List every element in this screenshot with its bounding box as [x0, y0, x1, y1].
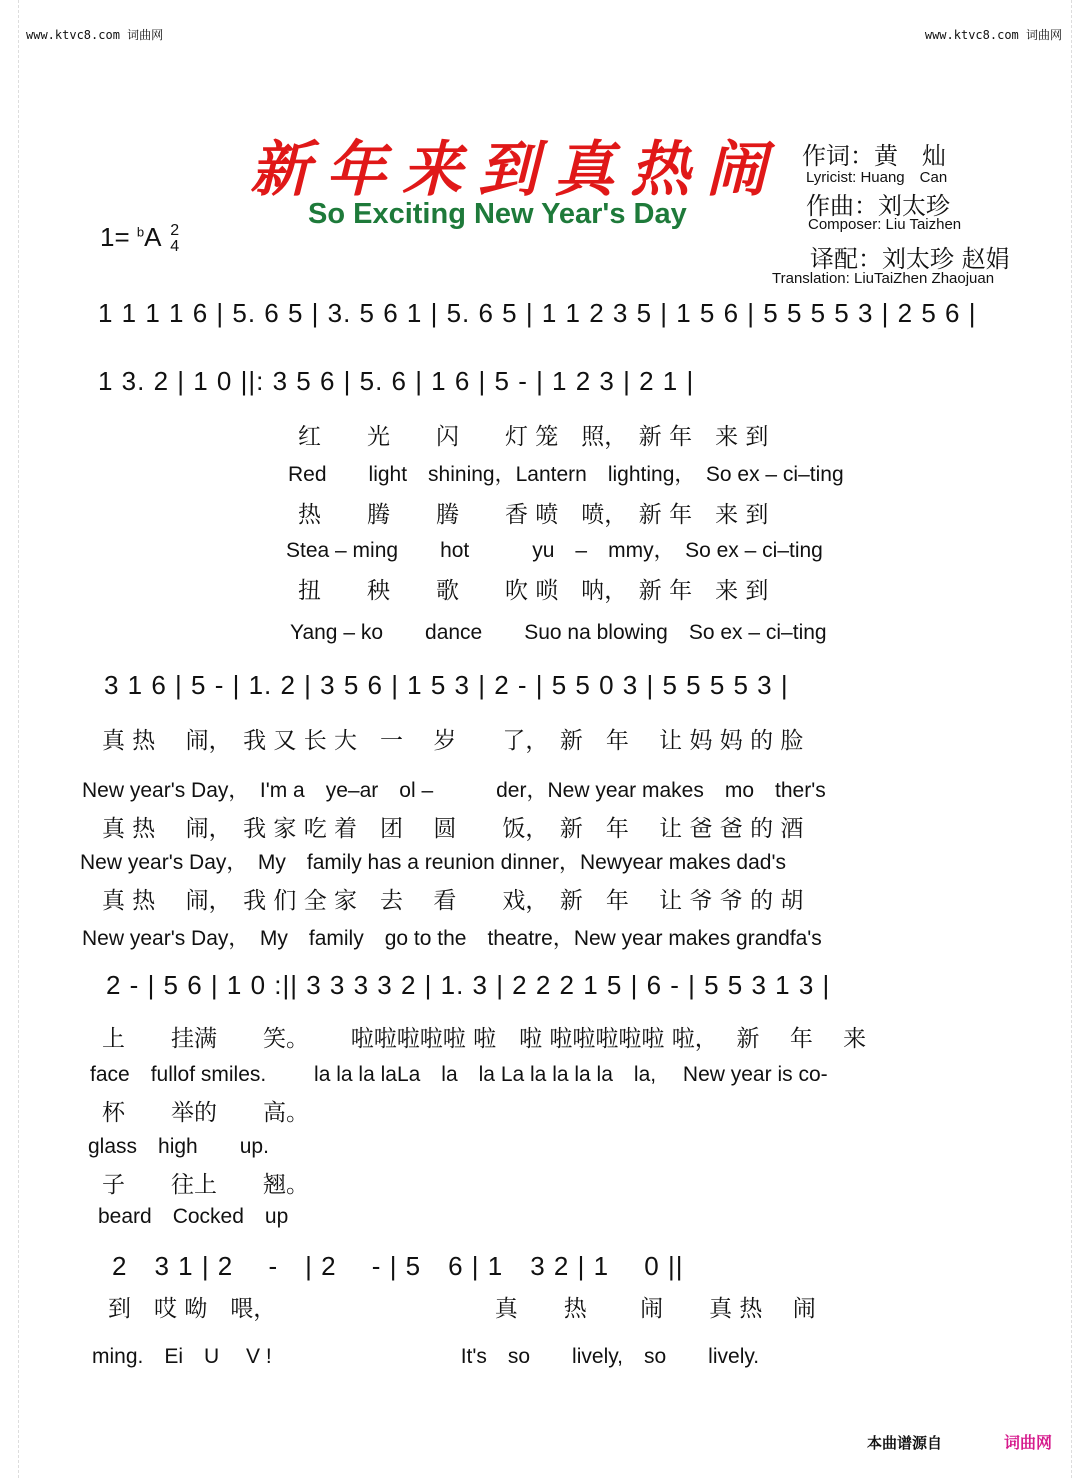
verse3-english-1: Yang – ko dance Suo na blowing So ex – ci–ting	[290, 621, 827, 644]
verse3-chinese-1: 扭 秧 歌 吹 唢 呐， 新 年 来 到	[298, 578, 769, 604]
verse3-english-2: New year's Day， My family go to the theatre，New year makes grandfa's	[82, 927, 822, 950]
final-english: ming. Ei U V ! It's so lively, so lively.	[92, 1345, 760, 1368]
verse3-chinese-2: 真 热 闹， 我 们 全 家 去 看 戏， 新 年 让 爷 爷 的 胡	[102, 888, 804, 914]
verse1-english-1: Red light shining，Lantern lighting， So ex – ci–ting	[288, 463, 844, 486]
verse1-chinese-2: 真 热 闹， 我 又 长 大 一 岁 了， 新 年 让 妈 妈 的 脸	[102, 728, 804, 754]
verse1-english-3: face fullof smiles. la la la laLa la la La la la la la la, New year is co-	[90, 1063, 828, 1086]
verse2-english-3: glass high up.	[88, 1135, 269, 1158]
key-note: A	[144, 222, 161, 252]
header-url-left[interactable]: www.ktvc8.com 词曲网	[26, 28, 164, 42]
verse1-chinese-3: 上 挂满 笑。 啦啦啦啦啦 啦 啦 啦啦啦啦啦 啦， 新 年 来	[102, 1026, 867, 1052]
footer-source: 本曲谱源自	[866, 1434, 942, 1452]
footer-brand-logo[interactable]: 词曲网	[1003, 1433, 1052, 1452]
time-signature	[170, 223, 179, 255]
lyricist-chinese: 作词：黄 灿	[802, 142, 946, 170]
right-margin-watermark	[1071, 0, 1090, 1478]
notation-line-1: 1 1 1 1 6 | 5. 6 5 | 3. 5 6 1 | 5. 6 5 | 1 1 2 3 5 | 1 5 6 | 5 5 5 5 3 | 2 5 6 |	[98, 298, 977, 328]
final-chinese: 到 哎 呦 喂， 真 热 闹 真 热 闹	[108, 1296, 816, 1322]
header-url-right[interactable]: www.ktvc8.com 词曲网	[924, 28, 1062, 42]
notation-line-2: 1 3. 2 | 1 0 ||: 3 5 6 | 5. 6 | 1 6 | 5 - | 1 2 3 | 2 1 |	[98, 366, 695, 396]
composer-chinese: 作曲：刘太珍	[806, 192, 950, 220]
notation-line-4: 2 - | 5 6 | 1 0 :|| 3 3 3 3 2 | 1. 3 | 2 2 2 1 5 | 6 - | 5 5 3 1 3 |	[106, 970, 831, 1000]
verse3-chinese-3: 子 往上 翘。	[102, 1172, 309, 1198]
song-title-chinese: 新年来到真热闹	[250, 135, 782, 205]
verse2-english-1: Stea – ming hot yu – mmy， So ex – ci–ting	[286, 539, 823, 562]
notation-line-5: 2 3 1 | 2 - | 2 - | 5 6 | 1 3 2 | 1 0 ||	[112, 1251, 684, 1281]
verse2-chinese-3: 杯 举的 高。	[102, 1100, 309, 1126]
translator-english: Translation: LiuTaiZhen Zhaojuan	[772, 270, 995, 287]
song-title-english: So Exciting New Year's Day	[308, 198, 687, 230]
time-top: 2	[170, 222, 180, 240]
left-margin-watermark	[0, 0, 19, 1478]
verse2-chinese-2: 真 热 闹， 我 家 吃 着 团 圆 饭， 新 年 让 爸 爸 的 酒	[102, 816, 804, 842]
verse1-chinese-1: 红 光 闪 灯 笼 照， 新 年 来 到	[298, 424, 769, 450]
key-signature	[100, 222, 179, 255]
composer-english: Composer: Liu Taizhen	[808, 216, 962, 233]
verse2-chinese-1: 热 腾 腾 香 喷 喷， 新 年 来 到	[298, 502, 769, 528]
key-prefix: 1=	[100, 222, 130, 252]
notation-line-3: 3 1 6 | 5 - | 1. 2 | 3 5 6 | 1 5 3 | 2 - | 5 5 0 3 | 5 5 5 5 3 |	[104, 670, 789, 700]
time-bottom: 4	[170, 238, 180, 256]
lyricist-english: Lyricist: Huang Can	[806, 169, 948, 186]
translator-chinese: 译配：刘太珍 赵娟	[810, 245, 1010, 273]
verse1-english-2: New year's Day， I'm a ye–ar ol – der，New year makes mo ther's	[82, 779, 826, 802]
verse2-english-2: New year's Day， My family has a reunion dinner，Newyear makes dad's	[80, 851, 786, 874]
flat-sign: b	[136, 224, 145, 240]
verse3-english-3: beard Cocked up	[98, 1205, 289, 1228]
